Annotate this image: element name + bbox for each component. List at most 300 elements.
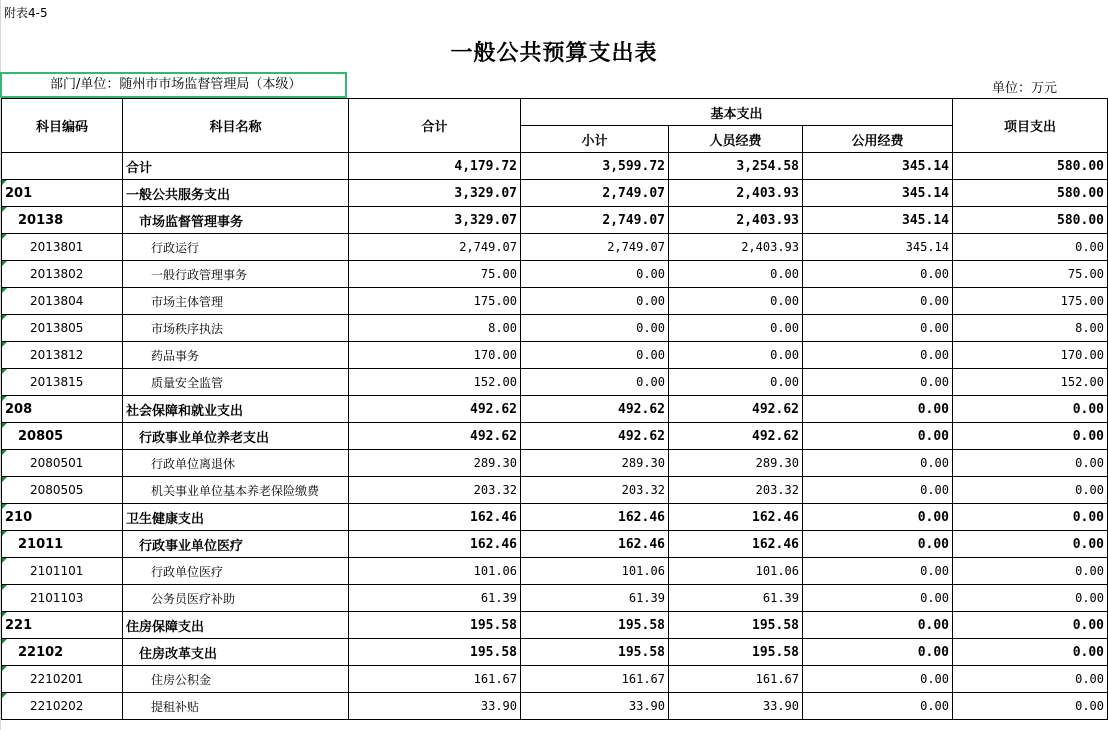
cell-name[interactable]: [123, 558, 349, 585]
cell-personnel-value: 161.67: [755, 672, 799, 686]
cell-code[interactable]: [2, 477, 123, 504]
table-body: [2, 153, 1108, 720]
cell-code[interactable]: [2, 450, 123, 477]
cell-code[interactable]: [2, 342, 123, 369]
cell-code[interactable]: [2, 639, 123, 666]
cell-project[interactable]: [953, 396, 1108, 423]
cell-code-value: 2013801: [30, 240, 84, 254]
cell-public[interactable]: [803, 369, 953, 396]
cell-public[interactable]: [803, 612, 953, 639]
cell-code[interactable]: [2, 666, 123, 693]
cell-code[interactable]: [2, 396, 123, 423]
cell-personnel[interactable]: [669, 234, 803, 261]
cell-project-value: 152.00: [1060, 375, 1104, 389]
cell-total-value: 170.00: [473, 348, 517, 362]
table-row: [2, 504, 1108, 531]
cell-marker-icon: [2, 612, 7, 617]
cell-project[interactable]: [953, 639, 1108, 666]
header-personnel[interactable]: 人员经费: [669, 126, 803, 153]
cell-public[interactable]: [803, 234, 953, 261]
cell-total[interactable]: [349, 504, 521, 531]
cell-public[interactable]: [803, 180, 953, 207]
cell-marker-icon: [2, 315, 7, 320]
table-row: [2, 450, 1108, 477]
cell-personnel[interactable]: [669, 693, 803, 720]
cell-total[interactable]: [349, 288, 521, 315]
cell-subtotal[interactable]: [521, 207, 669, 234]
cell-code[interactable]: [2, 261, 123, 288]
cell-public[interactable]: [803, 477, 953, 504]
cell-project[interactable]: [953, 207, 1108, 234]
cell-subtotal-value: 0.00: [636, 375, 665, 389]
cell-public[interactable]: [803, 639, 953, 666]
cell-name[interactable]: [123, 450, 349, 477]
cell-subtotal-value: 162.46: [618, 509, 665, 525]
cell-project-value: 0.00: [1075, 483, 1104, 497]
cell-personnel[interactable]: [669, 396, 803, 423]
page-title: 一般公共预算支出表: [450, 40, 658, 66]
cell-name-value: 质量安全监管: [151, 375, 224, 390]
cell-marker-icon: [2, 450, 7, 455]
cell-public[interactable]: [803, 396, 953, 423]
cell-public-value: 345.14: [902, 185, 949, 201]
cell-public-value: 0.00: [920, 483, 949, 497]
cell-project[interactable]: [953, 666, 1108, 693]
cell-project[interactable]: [953, 558, 1108, 585]
cell-total-value: 8.00: [488, 321, 517, 335]
cell-project[interactable]: [953, 531, 1108, 558]
header-public[interactable]: 公用经费: [803, 126, 953, 153]
cell-code[interactable]: [2, 369, 123, 396]
cell-project[interactable]: [953, 450, 1108, 477]
cell-name[interactable]: [123, 288, 349, 315]
cell-project-value: 0.00: [1075, 456, 1104, 470]
cell-public-value: 0.00: [920, 456, 949, 470]
cell-name[interactable]: [123, 666, 349, 693]
cell-project-value: 0.00: [1075, 564, 1104, 578]
cell-personnel-value: 2,403.93: [736, 212, 799, 228]
cell-public-value: 0.00: [920, 321, 949, 335]
cell-marker-icon: [2, 342, 7, 347]
cell-total[interactable]: [349, 585, 521, 612]
cell-subtotal[interactable]: [521, 585, 669, 612]
cell-code-value: 208: [5, 401, 33, 417]
cell-public[interactable]: [803, 450, 953, 477]
cell-name[interactable]: [123, 504, 349, 531]
cell-project-value: 580.00: [1057, 185, 1104, 201]
cell-total[interactable]: [349, 396, 521, 423]
cell-subtotal[interactable]: [521, 531, 669, 558]
cell-project[interactable]: [953, 261, 1108, 288]
table-row: [2, 396, 1108, 423]
cell-subtotal-value: 195.58: [618, 644, 665, 660]
cell-project[interactable]: [953, 693, 1108, 720]
department-cell[interactable]: 部门/单位：随州市市场监督管理局（本级）: [0, 72, 347, 98]
cell-code[interactable]: [2, 612, 123, 639]
cell-total[interactable]: [349, 315, 521, 342]
cell-project[interactable]: [953, 315, 1108, 342]
cell-total[interactable]: [349, 207, 521, 234]
cell-marker-icon: [2, 423, 7, 428]
cell-public-value: 0.00: [917, 536, 949, 552]
cell-total-value: 3,329.07: [454, 185, 517, 201]
cell-code-value: 2101101: [30, 564, 84, 578]
cell-personnel[interactable]: [669, 639, 803, 666]
cell-project-value: 0.00: [1072, 617, 1104, 633]
cell-name-value: 住房公积金: [151, 672, 212, 687]
cell-personnel-value: 203.32: [755, 483, 799, 497]
cell-subtotal[interactable]: [521, 234, 669, 261]
cell-marker-icon: [2, 261, 7, 266]
cell-name[interactable]: [123, 423, 349, 450]
table-row: [2, 315, 1108, 342]
cell-name-value: 行政运行: [151, 240, 200, 255]
cell-project-value: 0.00: [1072, 509, 1104, 525]
table-row: [2, 612, 1108, 639]
cell-code[interactable]: [2, 315, 123, 342]
cell-personnel[interactable]: [669, 477, 803, 504]
cell-code[interactable]: [2, 423, 123, 450]
cell-personnel[interactable]: [669, 558, 803, 585]
cell-subtotal[interactable]: [521, 153, 669, 180]
cell-subtotal-value: 161.67: [621, 672, 665, 686]
cell-personnel-value: 3,254.58: [736, 158, 799, 174]
cell-project[interactable]: [953, 369, 1108, 396]
cell-subtotal[interactable]: [521, 180, 669, 207]
cell-code[interactable]: [2, 504, 123, 531]
cell-name[interactable]: [123, 693, 349, 720]
cell-name-value: 市场秩序执法: [151, 321, 224, 336]
cell-public[interactable]: [803, 531, 953, 558]
cell-total[interactable]: [349, 693, 521, 720]
cell-total-value: 162.46: [470, 509, 517, 525]
cell-total-value: 4,179.72: [454, 158, 517, 174]
cell-code-value: 21011: [18, 536, 64, 552]
cell-public[interactable]: [803, 558, 953, 585]
cell-personnel-value: 289.30: [755, 456, 799, 470]
cell-marker-icon: [2, 396, 7, 401]
cell-public-value: 0.00: [920, 348, 949, 362]
cell-name-value: 市场主体管理: [151, 294, 224, 309]
cell-personnel-value: 61.39: [762, 591, 799, 605]
cell-subtotal[interactable]: [521, 369, 669, 396]
cell-public-value: 0.00: [920, 672, 949, 686]
cell-total-value: 175.00: [473, 294, 517, 308]
cell-subtotal-value: 0.00: [636, 321, 665, 335]
cell-code[interactable]: [2, 693, 123, 720]
cell-personnel-value: 492.62: [752, 401, 799, 417]
cell-code[interactable]: [2, 153, 123, 180]
cell-code-value: 22102: [18, 644, 64, 660]
header-name[interactable]: 科目名称: [123, 99, 349, 153]
cell-public[interactable]: [803, 585, 953, 612]
cell-marker-icon: [2, 207, 7, 212]
cell-total[interactable]: [349, 342, 521, 369]
cell-total-value: 101.06: [473, 564, 517, 578]
cell-name-value: 住房改革支出: [139, 646, 218, 662]
cell-project[interactable]: [953, 180, 1108, 207]
cell-subtotal[interactable]: [521, 558, 669, 585]
cell-code-value: 2013805: [30, 321, 84, 335]
cell-total[interactable]: [349, 180, 521, 207]
cell-personnel[interactable]: [669, 612, 803, 639]
cell-public[interactable]: [803, 207, 953, 234]
cell-subtotal-value: 0.00: [636, 348, 665, 362]
cell-personnel[interactable]: [669, 288, 803, 315]
cell-personnel-value: 492.62: [752, 428, 799, 444]
cell-public[interactable]: [803, 261, 953, 288]
cell-name-value: 公务员医疗补助: [151, 591, 236, 606]
cell-name-value: 机关事业单位基本养老保险缴费: [151, 483, 320, 498]
cell-personnel[interactable]: [669, 315, 803, 342]
cell-name-value: 行政事业单位养老支出: [139, 430, 270, 446]
cell-code[interactable]: [2, 234, 123, 261]
cell-subtotal-value: 0.00: [636, 267, 665, 281]
cell-public-value: 0.00: [917, 617, 949, 633]
cell-subtotal[interactable]: [521, 261, 669, 288]
cell-public[interactable]: [803, 693, 953, 720]
cell-project-value: 0.00: [1072, 401, 1104, 417]
cell-subtotal-value: 0.00: [636, 294, 665, 308]
cell-total[interactable]: [349, 369, 521, 396]
cell-subtotal-value: 289.30: [621, 456, 665, 470]
cell-marker-icon: [2, 666, 7, 671]
cell-project-value: 75.00: [1067, 267, 1104, 281]
cell-personnel[interactable]: [669, 342, 803, 369]
table-row: [2, 585, 1108, 612]
cell-total-value: 33.90: [480, 699, 517, 713]
header-row-1: [2, 99, 1108, 126]
cell-project[interactable]: [953, 153, 1108, 180]
cell-personnel-value: 162.46: [752, 509, 799, 525]
cell-code[interactable]: [2, 207, 123, 234]
cell-name-value: 住房保障支出: [126, 619, 205, 635]
cell-subtotal[interactable]: [521, 666, 669, 693]
cell-public-value: 345.14: [905, 240, 949, 254]
cell-personnel[interactable]: [669, 207, 803, 234]
cell-total[interactable]: [349, 450, 521, 477]
header-subtotal[interactable]: 小计: [521, 126, 669, 153]
table-row: [2, 261, 1108, 288]
cell-name[interactable]: [123, 342, 349, 369]
cell-project-value: 170.00: [1060, 348, 1104, 362]
header-code[interactable]: 科目编码: [2, 99, 123, 153]
cell-code-value: 20138: [18, 212, 64, 228]
cell-subtotal-value: 2,749.07: [602, 212, 665, 228]
cell-public[interactable]: [803, 666, 953, 693]
cell-code-value: 2013815: [30, 375, 84, 389]
cell-public[interactable]: [803, 504, 953, 531]
cell-project[interactable]: [953, 288, 1108, 315]
cell-name[interactable]: [123, 369, 349, 396]
cell-name[interactable]: [123, 315, 349, 342]
cell-total[interactable]: [349, 558, 521, 585]
cell-project-value: 0.00: [1072, 536, 1104, 552]
cell-personnel-value: 2,403.93: [741, 240, 799, 254]
cell-name-value: 一般公共服务支出: [126, 187, 231, 203]
cell-total[interactable]: [349, 234, 521, 261]
cell-total-value: 3,329.07: [454, 212, 517, 228]
cell-project[interactable]: [953, 585, 1108, 612]
cell-personnel[interactable]: [669, 450, 803, 477]
cell-name-value: 一般行政管理事务: [151, 267, 248, 282]
cell-total-value: 492.62: [470, 401, 517, 417]
cell-name[interactable]: [123, 153, 349, 180]
cell-code-value: 2210201: [30, 672, 84, 686]
table-row: [2, 180, 1108, 207]
cell-project-value: 0.00: [1075, 699, 1104, 713]
cell-personnel[interactable]: [669, 153, 803, 180]
cell-subtotal[interactable]: [521, 612, 669, 639]
cell-public[interactable]: [803, 423, 953, 450]
cell-total[interactable]: [349, 666, 521, 693]
cell-total[interactable]: [349, 423, 521, 450]
cell-marker-icon: [2, 531, 7, 536]
cell-name-value: 行政单位离退休: [151, 456, 236, 471]
cell-name[interactable]: [123, 234, 349, 261]
cell-total-value: 162.46: [470, 536, 517, 552]
cell-code-value: 2080501: [30, 456, 84, 470]
cell-personnel[interactable]: [669, 261, 803, 288]
cell-subtotal-value: 61.39: [628, 591, 665, 605]
cell-subtotal[interactable]: [521, 288, 669, 315]
cell-project[interactable]: [953, 234, 1108, 261]
cell-project-value: 580.00: [1057, 158, 1104, 174]
cell-name[interactable]: [123, 612, 349, 639]
cell-code[interactable]: [2, 288, 123, 315]
cell-personnel[interactable]: [669, 180, 803, 207]
cell-subtotal[interactable]: [521, 639, 669, 666]
cell-name[interactable]: [123, 477, 349, 504]
cell-total[interactable]: [349, 531, 521, 558]
cell-total[interactable]: [349, 153, 521, 180]
cell-code[interactable]: [2, 180, 123, 207]
cell-personnel[interactable]: [669, 531, 803, 558]
cell-personnel[interactable]: [669, 369, 803, 396]
cell-marker-icon: [2, 693, 7, 698]
cell-subtotal[interactable]: [521, 504, 669, 531]
cell-marker-icon: [2, 585, 7, 590]
cell-subtotal[interactable]: [521, 693, 669, 720]
cell-name-value: 社会保障和就业支出: [126, 403, 244, 419]
cell-personnel-value: 33.90: [762, 699, 799, 713]
cell-total[interactable]: [349, 261, 521, 288]
cell-name-value: 卫生健康支出: [126, 511, 205, 527]
cell-total-value: 2,749.07: [459, 240, 517, 254]
cell-project-value: 0.00: [1075, 672, 1104, 686]
cell-total-value: 195.58: [470, 617, 517, 633]
cell-project[interactable]: [953, 423, 1108, 450]
attachment-label: 附表4-5: [4, 6, 48, 20]
header-total[interactable]: 合计: [349, 99, 521, 153]
cell-name[interactable]: [123, 207, 349, 234]
cell-project[interactable]: [953, 477, 1108, 504]
cell-marker-icon: [2, 234, 7, 239]
cell-personnel[interactable]: [669, 504, 803, 531]
cell-code-value: 2080505: [30, 483, 84, 497]
header-basic[interactable]: 基本支出: [521, 99, 953, 126]
table-row: [2, 234, 1108, 261]
cell-personnel[interactable]: [669, 423, 803, 450]
cell-personnel-value: 162.46: [752, 536, 799, 552]
cell-public-value: 0.00: [920, 699, 949, 713]
cell-public-value: 345.14: [902, 212, 949, 228]
cell-code[interactable]: [2, 531, 123, 558]
cell-public-value: 0.00: [917, 644, 949, 660]
cell-name[interactable]: [123, 639, 349, 666]
cell-subtotal-value: 33.90: [628, 699, 665, 713]
cell-subtotal[interactable]: [521, 423, 669, 450]
table-row: [2, 558, 1108, 585]
cell-code[interactable]: [2, 558, 123, 585]
table-row: [2, 477, 1108, 504]
header-project[interactable]: 项目支出: [953, 99, 1108, 153]
cell-code[interactable]: [2, 585, 123, 612]
cell-personnel-value: 0.00: [770, 348, 799, 362]
cell-code-value: 2101103: [30, 591, 84, 605]
cell-personnel-value: 0.00: [770, 375, 799, 389]
cell-name[interactable]: [123, 396, 349, 423]
cell-total-value: 75.00: [480, 267, 517, 281]
cell-subtotal-value: 2,749.07: [607, 240, 665, 254]
cell-public[interactable]: [803, 315, 953, 342]
cell-personnel[interactable]: [669, 585, 803, 612]
unit-label: 单位：万元: [992, 81, 1058, 96]
cell-marker-icon: [2, 504, 7, 509]
cell-name[interactable]: [123, 180, 349, 207]
cell-marker-icon: [2, 369, 7, 374]
cell-marker-icon: [2, 477, 7, 482]
cell-project-value: 580.00: [1057, 212, 1104, 228]
cell-subtotal-value: 101.06: [621, 564, 665, 578]
cell-name[interactable]: [123, 585, 349, 612]
cell-total[interactable]: [349, 612, 521, 639]
cell-project-value: 0.00: [1072, 644, 1104, 660]
table-row: [2, 369, 1108, 396]
table-row: [2, 153, 1108, 180]
cell-total[interactable]: [349, 639, 521, 666]
cell-project[interactable]: [953, 612, 1108, 639]
cell-marker-icon: [2, 639, 7, 644]
cell-subtotal-value: 195.58: [618, 617, 665, 633]
cell-public[interactable]: [803, 153, 953, 180]
cell-code-value: 221: [5, 617, 33, 633]
cell-public[interactable]: [803, 288, 953, 315]
cell-subtotal[interactable]: [521, 315, 669, 342]
cell-subtotal[interactable]: [521, 477, 669, 504]
cell-project[interactable]: [953, 342, 1108, 369]
cell-personnel-value: 0.00: [770, 321, 799, 335]
cell-personnel[interactable]: [669, 666, 803, 693]
cell-personnel-value: 195.58: [752, 617, 799, 633]
cell-personnel-value: 0.00: [770, 294, 799, 308]
cell-public[interactable]: [803, 342, 953, 369]
cell-name[interactable]: [123, 531, 349, 558]
cell-subtotal-value: 3,599.72: [602, 158, 665, 174]
cell-name[interactable]: [123, 261, 349, 288]
table-row: [2, 531, 1108, 558]
cell-subtotal[interactable]: [521, 396, 669, 423]
cell-subtotal[interactable]: [521, 450, 669, 477]
cell-total[interactable]: [349, 477, 521, 504]
cell-subtotal[interactable]: [521, 342, 669, 369]
cell-subtotal-value: 2,749.07: [602, 185, 665, 201]
cell-project[interactable]: [953, 504, 1108, 531]
cell-code-value: 210: [5, 509, 33, 525]
table-row: [2, 666, 1108, 693]
cell-public-value: 0.00: [917, 401, 949, 417]
cell-marker-icon: [2, 558, 7, 563]
